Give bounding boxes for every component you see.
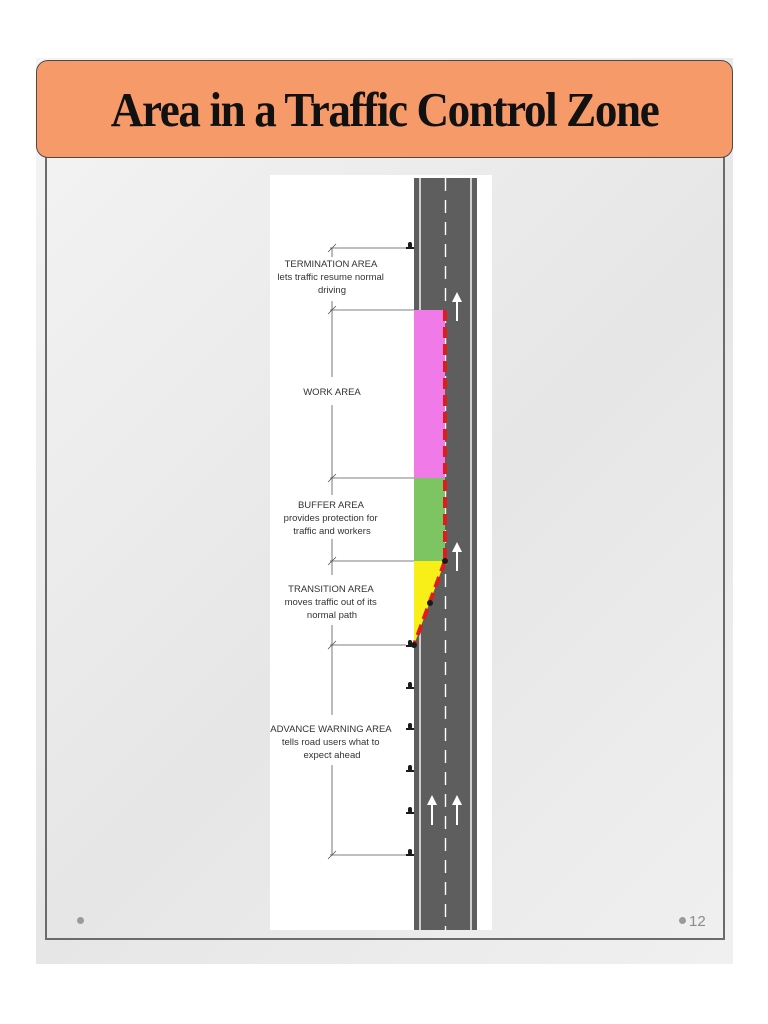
buffer-area-label: BUFFER AREA provides protection for traffic and workers	[283, 500, 378, 537]
page-number-dot	[679, 917, 686, 924]
sign-icon	[406, 765, 414, 772]
termination-area-label: TERMINATION AREA lets traffic resume normal driving	[277, 259, 384, 296]
slide-bullet-dot	[77, 917, 84, 924]
slide-title: Area in a Traffic Control Zone	[110, 81, 659, 137]
advance-warning-area-label: ADVANCE WARNING AREA tells road users what to expect ahead	[270, 724, 392, 761]
diagram-panel	[270, 175, 492, 930]
work-area-label: WORK AREA	[303, 387, 361, 398]
sign-icon	[406, 807, 414, 814]
sign-icon	[406, 242, 414, 249]
traffic-control-zone-diagram	[270, 175, 492, 930]
sign-icon	[406, 682, 414, 689]
cone-icon	[411, 642, 417, 648]
sign-icon	[406, 723, 414, 730]
cone-icon	[442, 558, 448, 564]
sign-markers	[406, 242, 414, 856]
page-number: 12	[689, 913, 706, 930]
buffer-area-fill	[414, 478, 445, 561]
title-banner	[36, 60, 733, 158]
dimension-lines	[330, 248, 414, 855]
cone-icon	[427, 600, 433, 606]
transition-area-label: TRANSITION AREA moves traffic out of its normal path	[284, 584, 377, 621]
work-area-fill	[414, 310, 445, 478]
sign-icon	[406, 849, 414, 856]
